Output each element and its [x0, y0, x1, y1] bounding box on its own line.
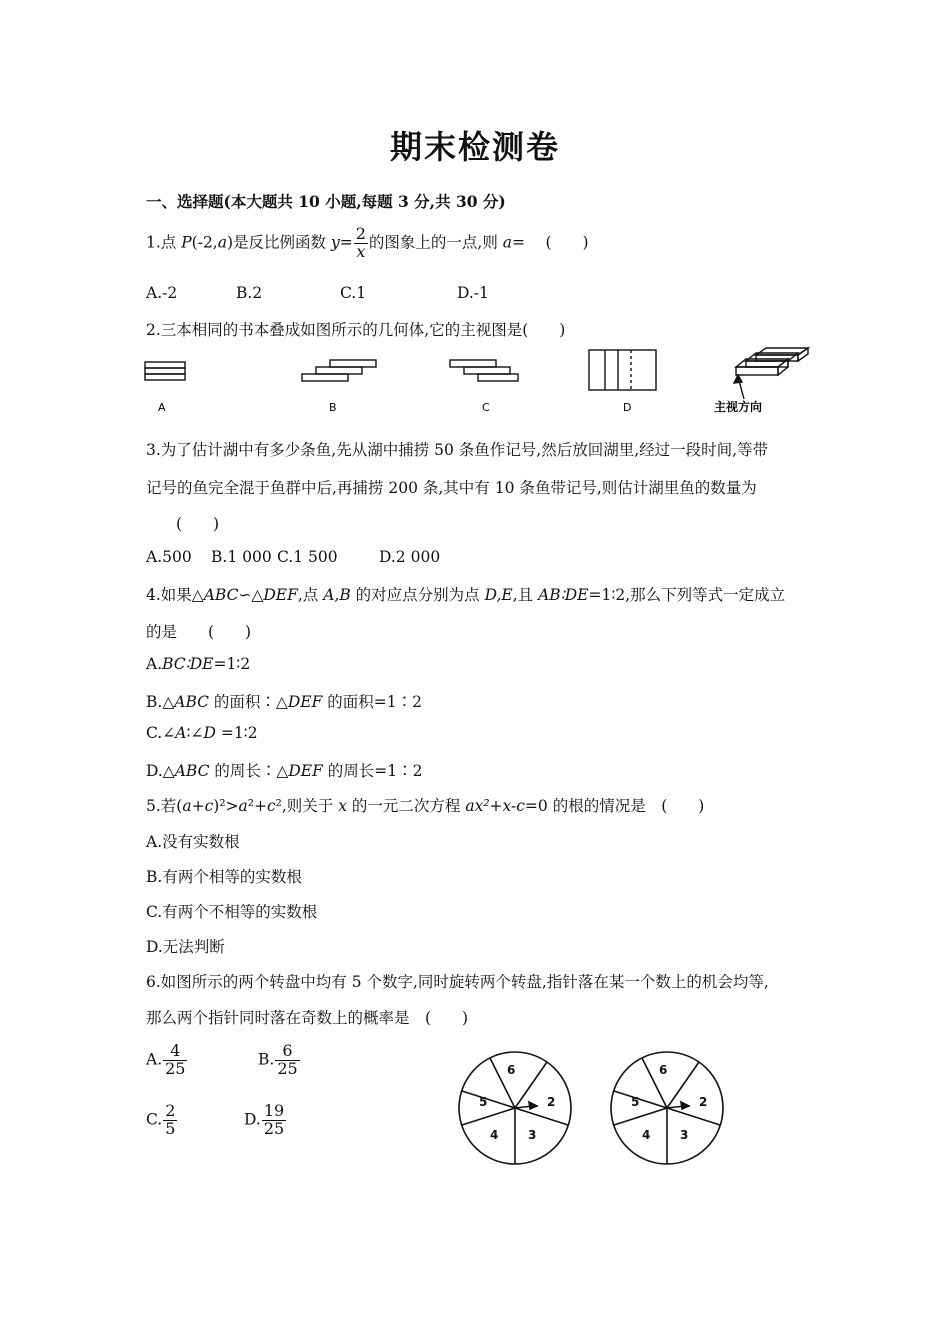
spinner-number: 2 [547, 1095, 556, 1109]
spinner-number: 4 [490, 1128, 499, 1142]
section-heading: 一、选择题(本大题共 10 小题,每题 3 分,共 30 分) [146, 192, 506, 211]
option-c: C.∠A∶∠D =1∶2 [146, 724, 258, 742]
option-d: D. $\frac{19}{25}$ [244, 1101, 285, 1138]
spinner-number: 6 [507, 1063, 516, 1077]
question-2: 2.三本相同的书本叠成如图所示的几何体,它的主视图是( ) [146, 321, 566, 339]
page-title: 期末检测卷 [389, 128, 560, 166]
label-c: C [482, 401, 490, 414]
option-a: A. $\frac{4}{25}$ [146, 1041, 186, 1078]
label-d: D [623, 401, 632, 414]
question-6-line2: 那么两个指针同时落在奇数上的概率是 ( ) [146, 1009, 469, 1027]
view-d-figure [589, 350, 656, 390]
pointer-arrow-head [681, 1102, 689, 1109]
spinner-number: 4 [642, 1128, 651, 1142]
option-b: B.1 000 [211, 548, 272, 566]
question-4-line1: 4.如果△ABC∽△DEF,点 A,B 的对应点分别为点 D,E,且 AB∶DE=1∶2,那么下列等式一定成立 [146, 586, 786, 604]
option-d: D.-1 [457, 284, 489, 302]
view-a-figure [145, 362, 185, 380]
option-d: D.无法判断 [146, 938, 225, 956]
spinner-number: 5 [631, 1095, 640, 1109]
view-b-figure [302, 360, 376, 381]
question-4-line2: 的是 ( ) [146, 623, 252, 641]
view-direction-label: 主视方向 [714, 400, 763, 414]
label-a: A [158, 401, 166, 414]
fraction: $\frac{2}{x}$ [355, 224, 366, 261]
option-d: D.△ABC 的周长∶△DEF 的周长=1∶2 [146, 762, 423, 780]
question-1: 1.点 P(-2,a)是反比例函数 y= $\frac{2}{x}$ 的图象上的一点,则 a= ( ) [146, 224, 589, 261]
question-5: 5.若(a+c)²>a²+c²,则关于 x 的一元二次方程 ax²+x-c=0 的根的情况是 ( ) [146, 797, 705, 815]
spinner-number: 6 [659, 1063, 668, 1077]
view-c-figure [450, 360, 518, 381]
option-a: A.500 [146, 548, 192, 566]
spinner-number: 3 [528, 1128, 537, 1142]
option-b: B.有两个相等的实数根 [146, 868, 302, 886]
label-b: B [329, 401, 337, 414]
pointer-arrow-head [529, 1102, 537, 1109]
option-c: C.1 500 [277, 548, 338, 566]
question-3-line3: ( ) [176, 515, 220, 533]
question-3-line2: 记号的鱼完全混于鱼群中后,再捕捞 200 条,其中有 10 条鱼带记号,则估计湖里鱼的数量为 [146, 479, 757, 497]
question-6-line1: 6.如图所示的两个转盘中均有 5 个数字,同时旋转两个转盘,指针落在某一个数上的机会均等, [146, 973, 769, 991]
option-a: A.BC∶DE=1∶2 [146, 655, 251, 673]
books-figure [140, 345, 820, 420]
option-c: C.有两个不相等的实数根 [146, 903, 318, 921]
option-b: B.△ABC 的面积∶△DEF 的面积=1∶2 [146, 693, 422, 711]
option-c: C.1 [340, 284, 367, 302]
option-a: A.-2 [146, 284, 178, 302]
three-d-books-figure [734, 348, 808, 399]
option-c: C. $\frac{2}{5}$ [146, 1101, 176, 1138]
spinner-number: 5 [479, 1095, 488, 1109]
spinners-figure [455, 1050, 735, 1170]
option-d: D.2 000 [379, 548, 441, 566]
option-a: A.没有实数根 [146, 833, 240, 851]
option-b: B. $\frac{6}{25}$ [258, 1041, 298, 1078]
spinner-number: 3 [680, 1128, 689, 1142]
option-b: B.2 [236, 284, 263, 302]
spinner-number: 2 [699, 1095, 708, 1109]
question-3-line1: 3.为了估计湖中有多少条鱼,先从湖中捕捞 50 条鱼作记号,然后放回湖里,经过一段时间,等带 [146, 441, 769, 459]
